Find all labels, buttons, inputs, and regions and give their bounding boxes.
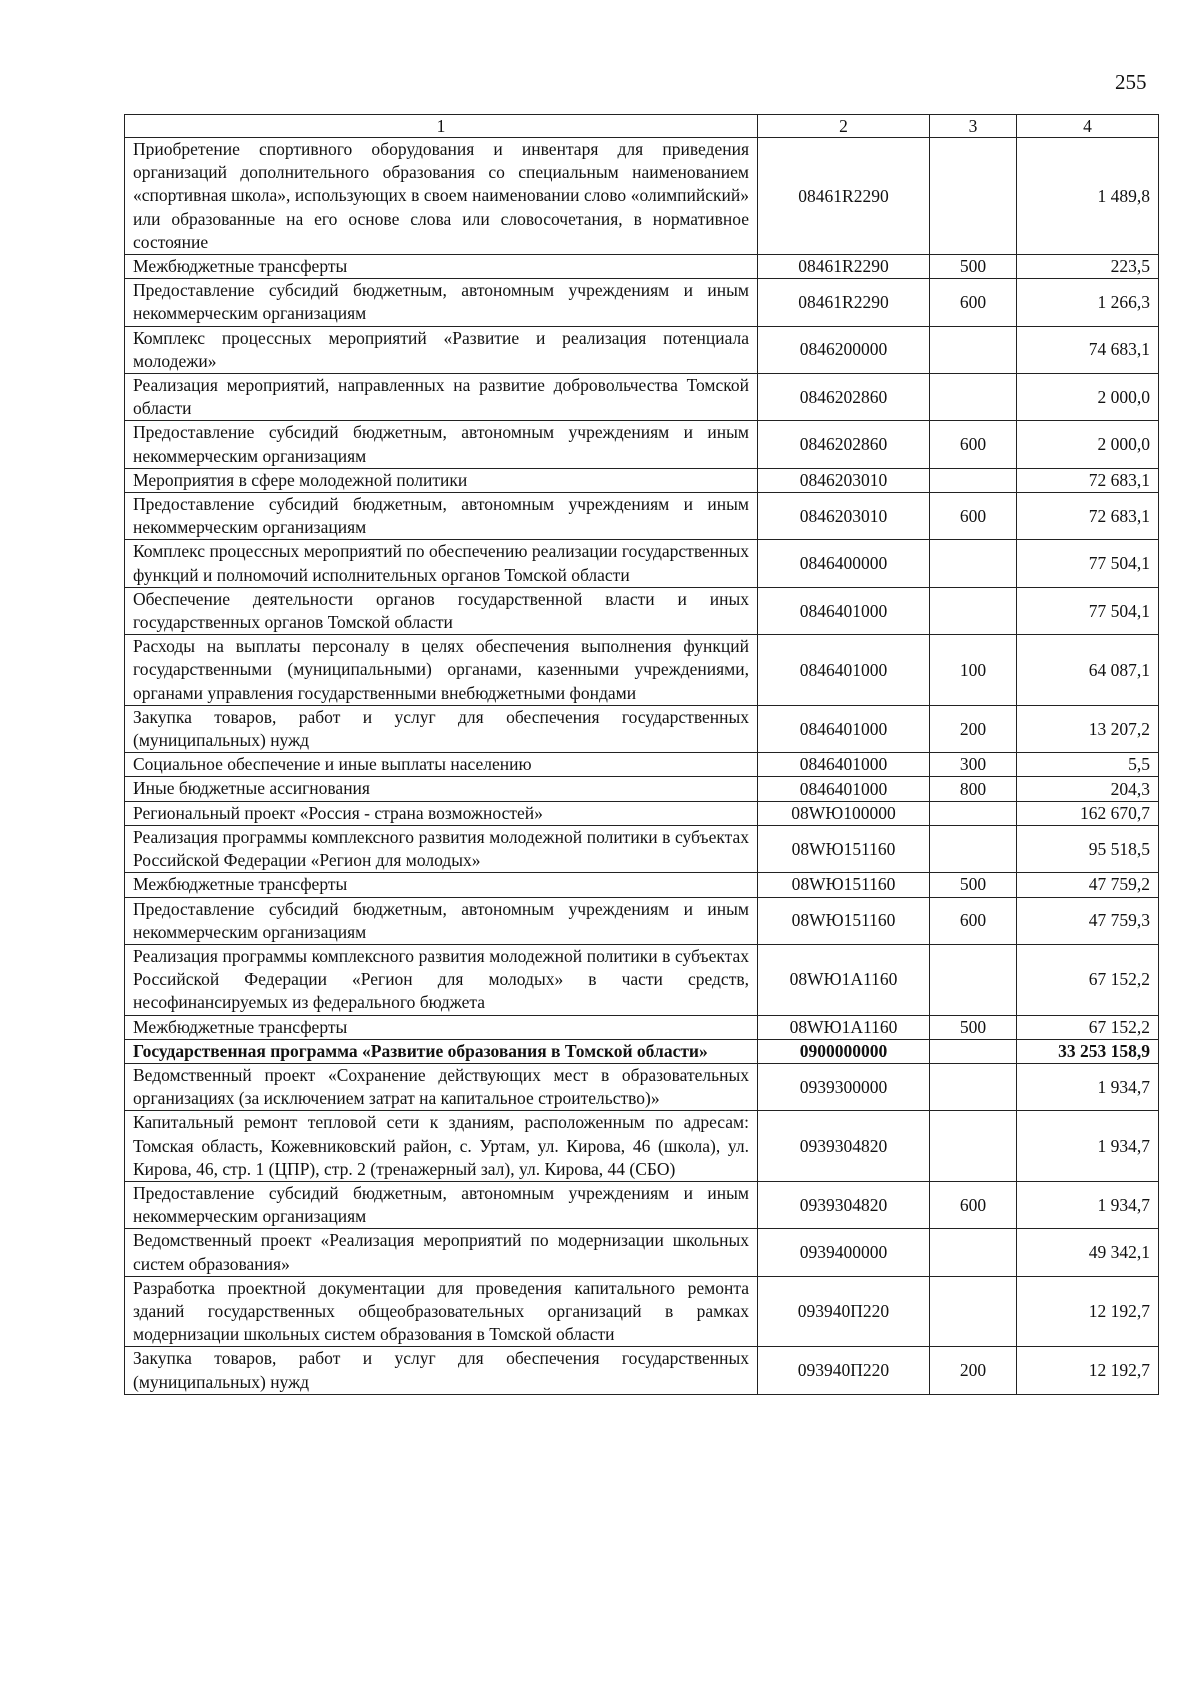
row-name: Ведомственный проект «Сохранение действующих мест в образовательных организациях (за исключением затрат на капитальное строительство)» — [125, 1063, 758, 1110]
table-row — [125, 1181, 1159, 1228]
row-expense-type — [930, 801, 1017, 825]
table-row — [125, 326, 1159, 373]
table-row — [125, 1039, 1159, 1063]
row-expense-type: 600 — [930, 421, 1017, 468]
row-expense-type: 800 — [930, 777, 1017, 801]
table-row — [125, 944, 1159, 1015]
row-code: 093940П220 — [758, 1276, 930, 1347]
row-name: Закупка товаров, работ и услуг для обеспечения государственных (муниципальных) нужд — [125, 1347, 758, 1394]
row-amount: 74 683,1 — [1017, 326, 1159, 373]
row-expense-type — [930, 468, 1017, 492]
row-name: Предоставление субсидий бюджетным, автономным учреждениям и иным некоммерческим организациям — [125, 897, 758, 944]
row-code: 08WЮ151160 — [758, 897, 930, 944]
table-row — [125, 753, 1159, 777]
table-row — [125, 587, 1159, 634]
row-code: 0846401000 — [758, 777, 930, 801]
row-code: 0846202860 — [758, 374, 930, 421]
row-name: Межбюджетные трансферты — [125, 1015, 758, 1039]
row-amount: 72 683,1 — [1017, 493, 1159, 540]
row-amount: 1 266,3 — [1017, 279, 1159, 326]
row-amount: 67 152,2 — [1017, 944, 1159, 1015]
row-name: Мероприятия в сфере молодежной политики — [125, 468, 758, 492]
row-expense-type: 600 — [930, 897, 1017, 944]
row-amount: 33 253 158,9 — [1017, 1039, 1159, 1063]
row-amount: 1 489,8 — [1017, 138, 1159, 255]
row-name: Социальное обеспечение и иные выплаты населению — [125, 753, 758, 777]
row-name: Капитальный ремонт тепловой сети к зданиям, расположенным по адресам: Томская область, Кожевниковский район, с. Уртам, ул. Кирова, 46 (школа), ул. Кирова, 46, стр. 1 (ЦПР), стр. 2 (тренажерный зал), ул. Кирова, 44 (СБО) — [125, 1111, 758, 1182]
row-expense-type — [930, 825, 1017, 872]
row-amount: 67 152,2 — [1017, 1015, 1159, 1039]
row-name: Предоставление субсидий бюджетным, автономным учреждениям и иным некоммерческим организациям — [125, 421, 758, 468]
table-row — [125, 1063, 1159, 1110]
table-row — [125, 825, 1159, 872]
table-row — [125, 705, 1159, 752]
table-row — [125, 279, 1159, 326]
row-name: Предоставление субсидий бюджетным, автономным учреждениям и иным некоммерческим организациям — [125, 1181, 758, 1228]
row-expense-type: 600 — [930, 279, 1017, 326]
row-amount: 1 934,7 — [1017, 1063, 1159, 1110]
row-amount: 47 759,3 — [1017, 897, 1159, 944]
header-col-3: 3 — [930, 115, 1017, 138]
row-name: Расходы на выплаты персоналу в целях обеспечения выполнения функций государственными (муниципальными) органами, казенными учреждениями, органами управления государственными внебюджетными фондами — [125, 635, 758, 706]
table-row — [125, 635, 1159, 706]
row-expense-type — [930, 326, 1017, 373]
row-amount: 223,5 — [1017, 255, 1159, 279]
row-amount: 77 504,1 — [1017, 540, 1159, 587]
row-code: 0939304820 — [758, 1111, 930, 1182]
row-expense-type: 600 — [930, 493, 1017, 540]
row-amount: 12 192,7 — [1017, 1276, 1159, 1347]
row-amount: 2 000,0 — [1017, 374, 1159, 421]
row-name: Комплекс процессных мероприятий по обеспечению реализации государственных функций и полномочий исполнительных органов Томской области — [125, 540, 758, 587]
row-amount: 77 504,1 — [1017, 587, 1159, 634]
header-col-1: 1 — [125, 115, 758, 138]
row-code: 093940П220 — [758, 1347, 930, 1394]
table-row — [125, 138, 1159, 255]
row-name: Ведомственный проект «Реализация мероприятий по модернизации школьных систем образования» — [125, 1229, 758, 1276]
table-row — [125, 1229, 1159, 1276]
page-number: 255 — [1115, 70, 1147, 94]
row-expense-type: 100 — [930, 635, 1017, 706]
row-amount: 64 087,1 — [1017, 635, 1159, 706]
row-expense-type — [930, 1229, 1017, 1276]
row-expense-type: 500 — [930, 873, 1017, 897]
row-expense-type — [930, 1111, 1017, 1182]
row-code: 0846401000 — [758, 587, 930, 634]
row-code: 08WЮ151160 — [758, 825, 930, 872]
row-name: Закупка товаров, работ и услуг для обеспечения государственных (муниципальных) нужд — [125, 705, 758, 752]
row-expense-type — [930, 1063, 1017, 1110]
row-amount: 12 192,7 — [1017, 1347, 1159, 1394]
row-expense-type: 500 — [930, 1015, 1017, 1039]
row-code: 0846200000 — [758, 326, 930, 373]
row-code: 08WЮ100000 — [758, 801, 930, 825]
table-row — [125, 493, 1159, 540]
table-row — [125, 540, 1159, 587]
row-expense-type — [930, 587, 1017, 634]
row-name: Разработка проектной документации для проведения капитального ремонта зданий государственных общеобразовательных организаций в рамках модернизации школьных систем образования в Томской области — [125, 1276, 758, 1347]
header-col-4: 4 — [1017, 115, 1159, 138]
row-name: Приобретение спортивного оборудования и инвентаря для приведения организаций дополнительного образования со специальным наименованием «спортивная школа», использующих в своем наименовании слово «олимпийский» или образованные на его основе слова или словосочетания, в нормативное состояние — [125, 138, 758, 255]
row-name: Межбюджетные трансферты — [125, 873, 758, 897]
row-code: 0846401000 — [758, 635, 930, 706]
row-amount: 95 518,5 — [1017, 825, 1159, 872]
row-name: Государственная программа «Развитие образования в Томской области» — [125, 1039, 758, 1063]
table-row — [125, 1347, 1159, 1394]
table-row — [125, 255, 1159, 279]
table-header-row — [125, 115, 1159, 138]
row-name: Предоставление субсидий бюджетным, автономным учреждениям и иным некоммерческим организациям — [125, 493, 758, 540]
row-name: Реализация программы комплексного развития молодежной политики в субъектах Российской Федерации «Регион для молодых» в части средств, несофинансируемых из федерального бюджета — [125, 944, 758, 1015]
row-expense-type: 200 — [930, 705, 1017, 752]
row-expense-type — [930, 540, 1017, 587]
row-amount: 5,5 — [1017, 753, 1159, 777]
row-code: 0939400000 — [758, 1229, 930, 1276]
table-row — [125, 374, 1159, 421]
row-code: 08461R2290 — [758, 279, 930, 326]
row-expense-type — [930, 1039, 1017, 1063]
table-row — [125, 1276, 1159, 1347]
row-code: 08WЮ151160 — [758, 873, 930, 897]
row-expense-type: 300 — [930, 753, 1017, 777]
row-expense-type — [930, 138, 1017, 255]
table-row — [125, 897, 1159, 944]
budget-table — [124, 114, 1159, 1395]
table-row — [125, 421, 1159, 468]
row-code: 0900000000 — [758, 1039, 930, 1063]
row-amount: 162 670,7 — [1017, 801, 1159, 825]
row-amount: 47 759,2 — [1017, 873, 1159, 897]
row-amount: 49 342,1 — [1017, 1229, 1159, 1276]
row-name: Реализация программы комплексного развития молодежной политики в субъектах Российской Федерации «Регион для молодых» — [125, 825, 758, 872]
row-amount: 1 934,7 — [1017, 1111, 1159, 1182]
row-code: 0939300000 — [758, 1063, 930, 1110]
row-expense-type: 200 — [930, 1347, 1017, 1394]
row-code: 0939304820 — [758, 1181, 930, 1228]
row-code: 0846401000 — [758, 705, 930, 752]
row-expense-type: 500 — [930, 255, 1017, 279]
row-code: 08WЮ1А1160 — [758, 944, 930, 1015]
row-amount: 2 000,0 — [1017, 421, 1159, 468]
table-row — [125, 873, 1159, 897]
row-expense-type: 600 — [930, 1181, 1017, 1228]
row-name: Региональный проект «Россия - страна возможностей» — [125, 801, 758, 825]
row-name: Реализация мероприятий, направленных на развитие добровольчества Томской области — [125, 374, 758, 421]
table-row — [125, 777, 1159, 801]
row-name: Предоставление субсидий бюджетным, автономным учреждениям и иным некоммерческим организациям — [125, 279, 758, 326]
row-name: Комплекс процессных мероприятий «Развитие и реализация потенциала молодежи» — [125, 326, 758, 373]
table-row — [125, 1111, 1159, 1182]
row-expense-type — [930, 944, 1017, 1015]
row-name: Обеспечение деятельности органов государственной власти и иных государственных органов Томской области — [125, 587, 758, 634]
row-name: Межбюджетные трансферты — [125, 255, 758, 279]
row-code: 0846401000 — [758, 753, 930, 777]
row-amount: 72 683,1 — [1017, 468, 1159, 492]
row-code: 08461R2290 — [758, 138, 930, 255]
row-code: 08461R2290 — [758, 255, 930, 279]
row-name: Иные бюджетные ассигнования — [125, 777, 758, 801]
table-row — [125, 801, 1159, 825]
table-row — [125, 1015, 1159, 1039]
table-body — [125, 138, 1159, 1395]
row-amount: 204,3 — [1017, 777, 1159, 801]
row-code: 0846202860 — [758, 421, 930, 468]
row-amount: 13 207,2 — [1017, 705, 1159, 752]
row-code: 08WЮ1А1160 — [758, 1015, 930, 1039]
row-expense-type — [930, 374, 1017, 421]
table-row — [125, 468, 1159, 492]
row-code: 0846400000 — [758, 540, 930, 587]
row-expense-type — [930, 1276, 1017, 1347]
row-code: 0846203010 — [758, 468, 930, 492]
header-col-2: 2 — [758, 115, 930, 138]
row-code: 0846203010 — [758, 493, 930, 540]
row-amount: 1 934,7 — [1017, 1181, 1159, 1228]
